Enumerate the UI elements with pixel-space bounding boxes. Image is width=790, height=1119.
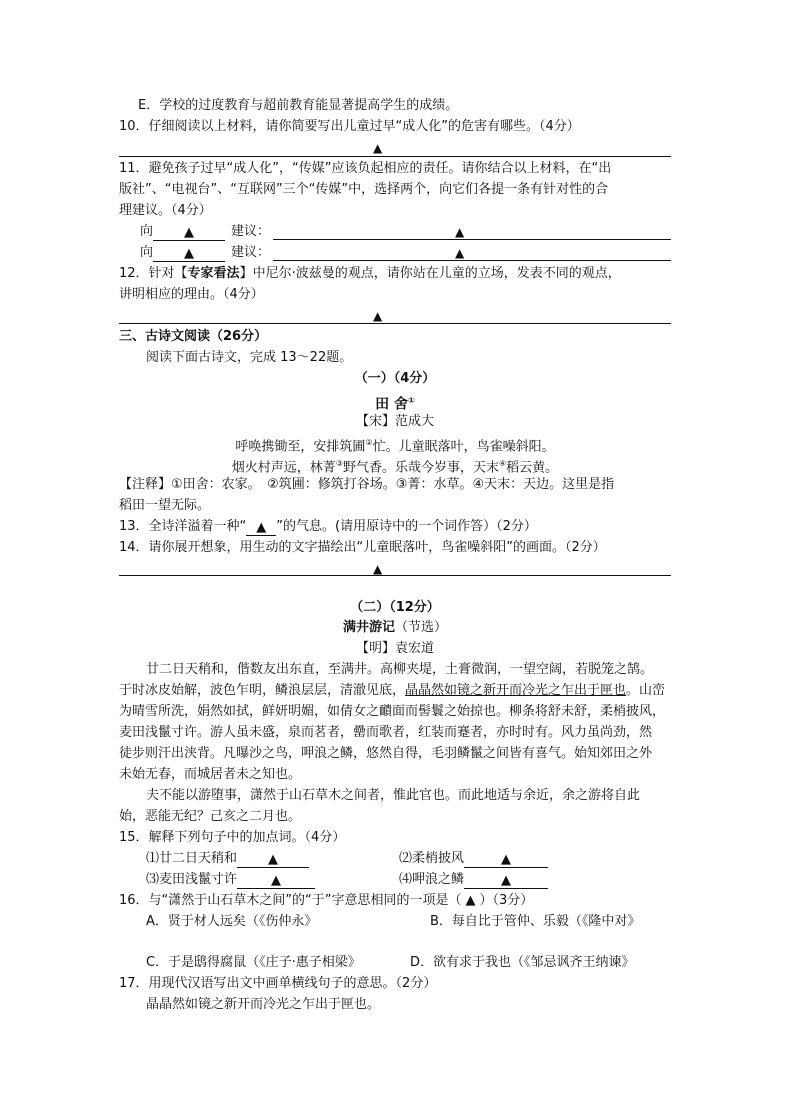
q11-row2	[140, 244, 270, 262]
answer-mark: ▲	[256, 520, 267, 535]
q15-item-label: ⑷呷浪之鳞	[399, 872, 465, 887]
q12-line2: 讲明相应的理由。（4分）	[119, 287, 264, 302]
q11-medium-blank-2[interactable]	[153, 245, 225, 262]
q11-line3: 理建议。（4分）	[119, 203, 212, 218]
answer-line-q12[interactable]	[119, 323, 671, 324]
section3-intro: 阅读下面古诗文，完成 13～22题。	[146, 350, 353, 365]
poem-line2-a: 烟火村声远，林菁	[231, 460, 336, 476]
q11-medium-blank-1[interactable]	[153, 224, 225, 241]
q9-option-e: E．学校的过度教育与超前教育能显著提高学生的成绩。	[138, 98, 459, 113]
answer-line-q10[interactable]	[119, 156, 671, 157]
q16-option-b: B．每自比于管仲、乐毅（《隆中对》	[430, 914, 641, 929]
underlined-sentence: 晶晶然如镜之新开而冷光之乍出于匣也	[405, 683, 627, 698]
poem-title	[0, 392, 790, 414]
q11-suggest-label: 建议：	[231, 245, 271, 260]
answer-mark: ▲	[184, 246, 195, 261]
q16-option-d: D．欲有求于我也（《邹忌讽齐王纳谏》	[410, 955, 635, 970]
essay-p1-line2	[119, 682, 665, 700]
q11-to-label: 向	[140, 245, 154, 260]
q16-post: ）（3分）	[479, 893, 534, 908]
q14-prompt: 14．请你展开想象，用生动的文字描绘出“儿童眠落叶，鸟雀噪斜阳”的画面。（2分）	[119, 540, 606, 555]
q15-item-3	[146, 871, 315, 889]
poem-line1-b: 忙。儿童眠落叶，鸟雀噪斜阳。	[372, 439, 555, 455]
poem-line2-c: 稻云黄。	[506, 460, 559, 476]
q16-prompt	[119, 892, 533, 910]
answer-mark: ▲	[271, 873, 282, 888]
q11-suggestion-line-1[interactable]	[273, 239, 671, 240]
q16-option-a: A．贤于材人远矣（《伤仲永》	[146, 914, 318, 929]
poem-line2-note1: ③	[335, 459, 343, 468]
poem-line1-a: 呼唤携锄至，安排筑圃	[235, 439, 366, 455]
poem-title-text: 田 舍	[375, 396, 409, 413]
essay-p2-line2: 始，恶能无纪？己亥之二月也。	[119, 809, 302, 824]
poem-title-note: ①	[408, 396, 415, 405]
q16-pre: 16．与“潇然于山石草木之间”的“于”字意思相同的一项是（	[119, 893, 462, 908]
q15-answer-blank[interactable]	[464, 872, 548, 889]
essay-title-text: 满井游记	[342, 620, 395, 635]
q16-answer-mark[interactable]: ▲	[465, 893, 476, 908]
q12-line1	[119, 265, 621, 283]
essay-p1-line3: 为晴雪所洗，娟然如拭，鲜妍明媚，如倩女之靧面而髻鬟之始掠也。柳条将舒未舒，柔梢披风，	[119, 704, 666, 719]
q15-item-1	[146, 850, 309, 868]
answer-mark-q14: ▲	[373, 562, 383, 576]
q10-prompt: 10．仔细阅读以上材料，请你简要写出儿童过早“成人化”的危害有哪些。（4分）	[119, 119, 580, 134]
answer-line-q14[interactable]	[119, 575, 671, 576]
p1-line2-a: 于时冰皮始解，波色乍明，鳞浪层层，清澈见底，	[119, 683, 406, 698]
poem-line2-note2: ④	[499, 459, 507, 468]
q17-prompt: 17．用现代汉语写出文中画单横线句子的意思。（2分）	[119, 976, 437, 991]
q11-suggestion-line-2[interactable]	[273, 260, 671, 261]
essay-p1-line4: 麦田浅鬣寸许。游人虽未盛，泉而茗者，罍而歌者，红装而蹇者，亦时时有。风力虽尚劲，然	[119, 725, 653, 740]
q15-answer-blank[interactable]	[237, 872, 315, 889]
poem-line1-note: ②	[365, 438, 373, 447]
essay-p2-line1: 夫不能以游堕事，潇然于山石草木之间者，惟此官也。而此地适与余近，余之游将自此	[146, 788, 641, 803]
answer-mark-q10: ▲	[373, 141, 383, 155]
poem-line-2	[0, 455, 790, 477]
q15-item-2	[399, 850, 548, 868]
essay-p1-line1: 廿二日天稍和，偕数友出东直，至满井。高柳夹堤，土膏微润，一望空阔，若脱笼之鹄。	[146, 662, 654, 677]
essay-title-note: （节选）	[395, 620, 448, 635]
q11-line1: 11．避免孩子过早“成人化”，“传媒”应该负起相应的责任。请你结合以上材料，在“出	[119, 161, 612, 176]
q13-answer-blank[interactable]	[246, 519, 276, 536]
q11-line2: 版社”、“电视台”、“互联网”三个“传媒”中，选择两个，向它们各提一条有针对性的合	[119, 182, 609, 197]
essay-title	[0, 619, 790, 637]
answer-mark-q11-2: ▲	[455, 246, 465, 260]
q15-answer-blank[interactable]	[237, 851, 309, 868]
q15-item-label: ⑴廿二日天稍和	[146, 851, 238, 866]
q15-answer-blank[interactable]	[464, 851, 548, 868]
essay-p1-line6: 未始无春，而城居者未之知也。	[119, 767, 302, 782]
q11-suggest-label: 建议：	[231, 224, 271, 239]
answer-mark: ▲	[184, 225, 195, 240]
part2-heading: （二）（12分）	[350, 600, 440, 615]
q12-expert-label: 专家看法	[187, 266, 240, 281]
q15-prompt: 15．解释下列句子中的加点词。（4分）	[119, 830, 346, 845]
poem-notes-line2: 稻田一望无际。	[119, 498, 211, 513]
q12-line1-pre: 12．针对【	[119, 266, 188, 281]
part1-heading: （一）（4分）	[354, 371, 436, 386]
q17-sentence: 晶晶然如镜之新开而冷光之乍出于匣也。	[146, 997, 381, 1012]
q16-option-c: C．于是鸱得腐鼠（《庄子·惠子相梁》	[146, 955, 361, 970]
q13-prompt	[119, 518, 537, 536]
q15-item-label: ⑵柔梢披风	[399, 851, 465, 866]
answer-mark-q12: ▲	[373, 309, 383, 323]
q15-item-label: ⑶麦田浅鬣寸许	[146, 872, 238, 887]
q13-post: ”的气息。(请用原诗中的一个词作答）（2分）	[276, 519, 537, 534]
answer-mark-q11-1: ▲	[455, 225, 465, 239]
q11-row1	[140, 223, 270, 241]
q12-line1-post: 】中尼尔·波兹曼的观点，请你站在儿童的立场，发表不同的观点，	[239, 266, 621, 281]
poem-line-1	[0, 434, 790, 456]
poem-line2-b: 野气香。乐哉今岁事，天末	[342, 460, 499, 476]
answer-mark: ▲	[501, 873, 512, 888]
answer-mark: ▲	[501, 852, 512, 867]
essay-p1-line5: 徒步则汗出浃背。凡曝沙之鸟，呷浪之鳞，悠然自得，毛羽鳞鬣之间皆有喜气。始知郊田之外	[119, 746, 653, 761]
poem-notes-line1: 【注释】①田舍：农家。 ②筑圃：修筑打谷场。③菁：水草。④天末：天边。这里是指	[119, 477, 615, 492]
q11-to-label: 向	[140, 224, 154, 239]
p1-line2-b: 。山峦	[626, 683, 666, 698]
q15-item-4	[399, 871, 548, 889]
section3-title: 三、古诗文阅读（26分）	[119, 329, 268, 344]
poem-author: 【宋】范成大	[355, 414, 434, 429]
q13-pre: 13．全诗洋溢着一种“	[119, 519, 247, 534]
essay-author: 【明】袁宏道	[355, 641, 434, 656]
answer-mark: ▲	[268, 852, 279, 867]
